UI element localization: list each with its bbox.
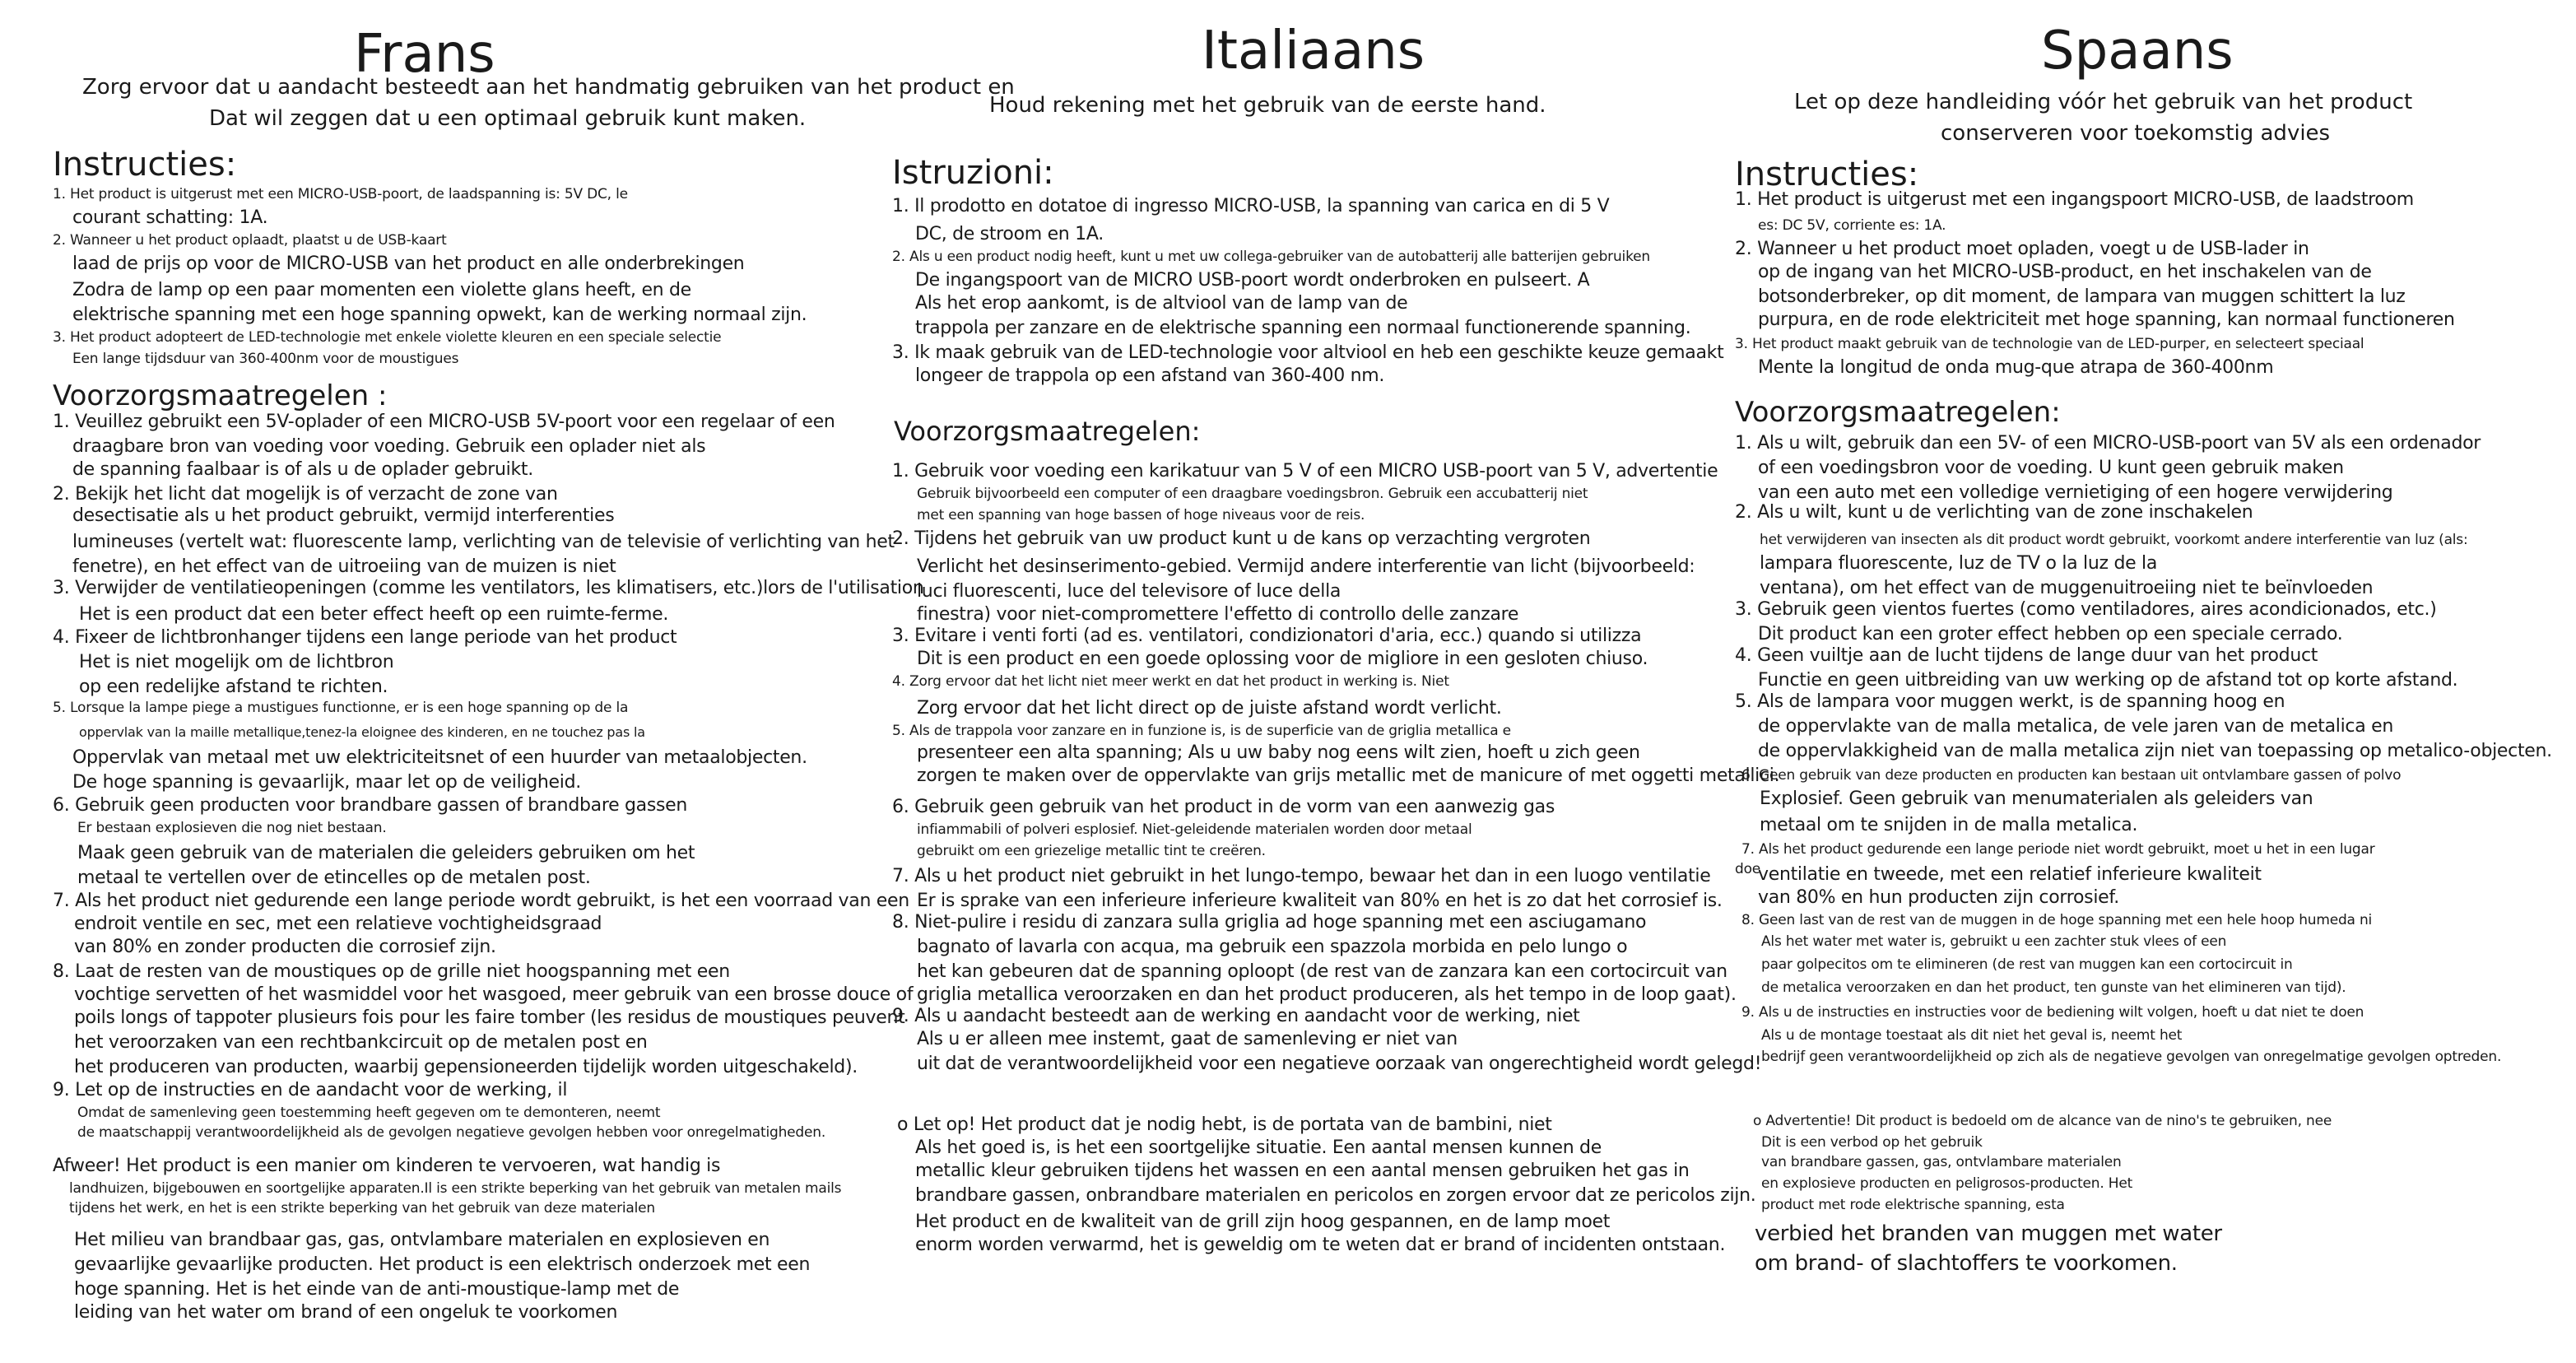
precaution-line: 8. Niet-pulire i residu di zanzara sulla griglia ad hoge spanning met een asciugamano [892,912,1647,933]
warning-line: leiding van het water om brand of een ongeluk te voorkomen [74,1302,618,1323]
warning-line: en explosieve producten en peligrosos-producten. Het [1761,1175,2133,1192]
precaution-line: 8. Geen last van de rest van de muggen in de hoge spanning met een hele hoop humeda ni [1741,912,2373,928]
precautions-heading: Voorzorgsmaatregelen: [1735,396,2061,429]
precaution-line: Omdat de samenleving geen toestemming heeft gegeven om te demonteren, neemt [77,1105,661,1121]
precaution-line: lumineuses (vertelt wat: fluorescente lamp, verlichting van de televisie of verlichting van het [72,532,895,552]
precaution-line: van een auto met een volledige vernietiging of een hogere verwijdering [1758,482,2393,503]
precaution-line: vochtige servetten of het wasmiddel voor het wasgoed, meer gebruik van een brosse douce of [74,984,914,1005]
warning-line: o Advertentie! Dit product is bedoeld om de alcance van de nino's te gebruiken, nee [1753,1113,2332,1129]
warning-line: verbied het branden van muggen met water [1755,1221,2222,1246]
precaution-line: het veroorzaken van een rechtbankcircuit op de metalen post en [74,1032,648,1053]
precaution-line: bedrijf geen verantwoordelijkheid op zich als de negatieve gevolgen van onregelmatige gevolgen optreden. [1761,1049,2502,1065]
instruction-line: DC, de stroom en 1A. [915,224,1104,244]
precaution-line: de oppervlakte van de malla metalica, de vele jaren van de metalica en [1758,716,2393,737]
precaution-line: ventilatie en tweede, met een relatief inferieure kwaliteit [1758,864,2262,885]
warning-line: Het product en de kwaliteit van de grill zijn hoog gespannen, en de lamp moet [915,1212,1611,1232]
intro-line: Let op deze handleiding vóór het gebruik van het product [1794,90,2413,114]
precaution-line: 6. Geen gebruik van deze producten en producten kan bestaan uit ontvlambare gassen of polvo [1741,767,2402,784]
instruction-line: trappola per zanzare en de elektrische spanning een normaal functionerende spanning. [915,318,1691,338]
precaution-line: De hoge spanning is gevaarlijk, maar let op de veiligheid. [72,772,581,793]
precaution-line: fenetre), en het effect van de uitroeiing van de muizen is niet [72,556,616,577]
precaution-line: Zorg ervoor dat het licht direct op de juiste afstand wordt verlicht. [917,698,1502,719]
language-title: Italiaans [1202,21,1425,81]
warning-line: o Let op! Het product dat je nodig hebt, is de portata van de bambini, niet [897,1114,1552,1135]
precaution-line: 3. Evitare i venti forti (ad es. ventilatori, condizionatori d'aria, ecc.) quando si utilizza [892,626,1642,646]
instruction-line: 2. Als u een product nodig heeft, kunt u met uw collega-gebruiker van de autobatterij alle batterijen gebruiken [892,249,1650,265]
instruction-line: op de ingang van het MICRO-USB-product, en het inschakelen van de [1758,262,2372,282]
instruction-line: 3. Het product maakt gebruik van de technologie van de LED-purper, en selecteert speciaal [1735,336,2364,352]
precaution-line: 5. Als de lampara voor muggen werkt, is de spanning hoog en [1735,691,2285,712]
precaution-line: paar golpecitos om te elimineren (de rest van muggen kan een cortocircuit in [1761,956,2293,973]
precaution-line: Dit is een product en een goede oplossing voor de migliore in een gesloten chiuso. [917,649,1648,669]
precaution-line: 2. Als u wilt, kunt u de verlichting van de zone inschakelen [1735,502,2253,523]
precaution-line: 4. Zorg ervoor dat het licht niet meer werkt en dat het product in werking is. Niet [892,673,1449,690]
warning-line: Dit is een verbod op het gebruik [1761,1134,1983,1151]
instruction-line: 2. Wanneer u het product oplaadt, plaatst u de USB-kaart [53,232,447,249]
warning-line: enorm worden verwarmd, het is geweldig om te weten dat er brand of incidenten ontstaan. [915,1235,1726,1255]
precaution-line: metaal te vertellen over de etincelles op de metalen post. [77,868,591,888]
precaution-line: Verlicht het desinserimento-gebied. Vermijd andere interferentie van licht (bijvoorbeeld: [917,556,1695,577]
instruction-line: Zodra de lamp op een paar momenten een violette glans heeft, en de [72,280,691,300]
precaution-line: luci fluorescenti, luce del televisore of luce della [917,581,1341,602]
precaution-line: het verwijderen van insecten als dit product wordt gebruikt, voorkomt andere interferentie van luz (als: [1760,532,2468,548]
instruction-line: botsonderbreker, op dit moment, de lampara van muggen schittert la luz [1758,286,2406,307]
precaution-line: bagnato of lavarla con acqua, ma gebruik een spazzola morbida en pelo lungo o [917,937,1628,957]
precaution-line: 3. Verwijder de ventilatieopeningen (comme les ventilators, les klimatisers, etc.)lors de l'utilisation [53,578,924,598]
warning-line: Het milieu van brandbaar gas, gas, ontvlambare materialen en explosieven en [74,1230,770,1250]
warning-line: hoge spanning. Het is het einde van de anti-moustique-lamp met de [74,1279,680,1300]
intro-line: conserveren voor toekomstig advies [1941,121,2331,146]
instructions-heading: Instructies: [1735,156,1919,193]
intro-line: Zorg ervoor dat u aandacht besteedt aan het handmatig gebruiken van het product en [82,75,1015,100]
precaution-line: het produceren van producten, waarbij gepensioneerden tijdelijk worden uitgeschakeld). [74,1057,858,1077]
precaution-line: Als u de montage toestaat als dit niet het geval is, neemt het [1761,1027,2183,1044]
precaution-line: oppervlak van la maille metallique,tenez-la eloignee des kinderen, en ne touchez pas la [79,724,645,740]
precaution-line: Dit product kan een groter effect hebben op een speciale cerrado. [1758,624,2343,644]
warning-line: Als het goed is, is het een soortgelijke situatie. Een aantal mensen kunnen de [915,1137,1602,1158]
precaution-line: 4. Fixeer de lichtbronhanger tijdens een lange periode van het product [53,627,677,648]
precaution-line: Gebruik bijvoorbeeld een computer of een draagbare voedingsbron. Gebruik een accubatterij niet [917,486,1588,502]
precaution-line: Als het water met water is, gebruikt u een zachter stuk vlees of een [1761,933,2227,950]
precaution-line: 6. Gebruik geen gebruik van het product in de vorm van een aanwezig gas [892,797,1555,817]
precaution-line: Het is niet mogelijk om de lichtbron [79,652,394,672]
precaution-line: Er bestaan explosieven die nog niet bestaan. [77,820,387,836]
precaution-line: 1. Als u wilt, gebruik dan een 5V- of een MICRO-USB-poort van 5V als een ordenador [1735,433,2481,454]
precaution-line: 7. Als het product niet gedurende een lange periode wordt gebruikt, is het een voorraad van een [53,891,909,911]
precaution-line: de oppervlakkigheid van de malla metalica zijn niet van toepassing op metalico-objecten. [1758,741,2552,761]
precaution-line: 9. Als u aandacht besteedt aan de werking en aandacht voor de werking, niet [892,1006,1580,1026]
precautions-heading: Voorzorgsmaatregelen : [53,379,388,412]
precaution-line: 5. Lorsque la lampe piege a mustigues functionne, er is een hoge spanning op de la [53,700,629,716]
precaution-line: griglia metallica veroorzaken en dan het product produceren, als het tempo in de loop gaat). [917,984,1737,1005]
instruction-line: De ingangspoort van de MICRO USB-poort wordt onderbroken en pulseert. A [915,270,1590,291]
precaution-line: Oppervlak van metaal met uw elektriciteitsnet of een huurder van metaalobjecten. [72,747,807,768]
instructions-heading: Instructies: [53,146,237,184]
precaution-line: 4. Geen vuiltje aan de lucht tijdens de lange duur van het product [1735,645,2318,666]
intro-line: Houd rekening met het gebruik van de eerste hand. [989,93,1546,118]
warning-line: landhuizen, bijgebouwen en soortgelijke apparaten.Il is een strikte beperking van het gebruik van metalen mails [69,1180,842,1197]
precaution-line: 8. Laat de resten van de moustiques op de grille niet hoogspanning met een [53,961,730,982]
warning-line: gevaarlijke gevaarlijke producten. Het product is een elektrisch onderzoek met een [74,1254,811,1275]
precaution-line: Explosief. Geen gebruik van menumaterialen als geleiders van [1760,788,2313,809]
instruction-line: Mente la longitud de onda mug-que atrapa de 360-400nm [1758,357,2274,378]
instruction-line: 1. Het product is uitgerust met een ingangspoort MICRO-USB, de laadstroom [1735,189,2414,210]
precaution-line: poils longs of tappoter plusieurs fois pour les faire tomber (les residus de moustiques peuvent [74,1007,905,1028]
instruction-line: 3. Ik maak gebruik van de LED-technologie voor altviool en heb een geschikte keuze gemaakt [892,342,1724,363]
intro-line: Dat wil zeggen dat u een optimaal gebruik kunt maken. [209,106,807,131]
instruction-line: 1. Il prodotto en dotatoe di ingresso MICRO-USB, la spanning van carica en di 5 V [892,196,1610,216]
warning-line: om brand- of slachtoffers te voorkomen. [1755,1251,2178,1276]
precaution-line: presenteer een alta spanning; Als u uw baby nog eens wilt zien, hoeft u zich geen [917,742,1640,763]
precaution-line: 5. Als de trappola voor zanzare en in funzione is, is de superficie van de griglia metallica e [892,723,1511,739]
instruction-line: laad de prijs op voor de MICRO-USB van het product en alle onderbrekingen [72,254,745,274]
precaution-line: desectisatie als u het product gebruikt, vermijd interferenties [72,505,615,526]
precaution-line: finestra) voor niet-compromettere l'effetto di controllo delle zanzare [917,604,1519,625]
instruction-line: Als het erop aankomt, is de altviool van de lamp van de [915,293,1408,314]
precaution-line: de maatschappij verantwoordelijkheid als de gevolgen negatieve gevolgen hebben voor onregelmatigheden. [77,1124,826,1141]
precaution-line: ventana), om het effect van de muggenuitroeiing niet te beïnvloeden [1760,578,2374,598]
instruction-line: Een lange tijdsduur van 360-400nm voor de moustigues [72,351,459,367]
precaution-line: 2. Tijdens het gebruik van uw product kunt u de kans op verzachting vergroten [892,528,1591,549]
warning-line: van brandbare gassen, gas, ontvlambare materialen [1761,1154,2122,1170]
precaution-line: de metalica veroorzaken en dan het product, ten gunste van het elimineren van tijd). [1761,979,2346,996]
warning-line: product met rode elektrische spanning, esta [1761,1197,2065,1213]
precaution-line: 1. Veuillez gebruikt een 5V-oplader of een MICRO-USB 5V-poort voor een regelaar of een [53,412,835,432]
precaution-line: het kan gebeuren dat de spanning oploopt (de rest van de zanzara kan een cortocircuit van [917,961,1727,982]
precaution-line: Maak geen gebruik van de materialen die geleiders gebruiken om het [77,843,695,863]
precaution-line: 1. Gebruik voor voeding een karikatuur van 5 V of een MICRO USB-poort van 5 V, advertentie [892,461,1718,481]
precaution-line: 3. Gebruik geen vientos fuertes (como ventiladores, aires acondicionados, etc.) [1735,599,2437,620]
precaution-line: doe [1735,861,1761,877]
instruction-line: 2. Wanneer u het product moet opladen, voegt u de USB-lader in [1735,239,2309,259]
instruction-line: longeer de trappola op een afstand van 360-400 nm. [915,365,1385,386]
precaution-line: Als u er alleen mee instemt, gaat de samenleving er niet van [917,1029,1458,1049]
warning-line: brandbare gassen, onbrandbare materialen en pericolos en zorgen ervoor dat ze pericolos zijn. [915,1185,1756,1206]
precautions-heading: Voorzorgsmaatregelen: [894,416,1201,447]
precaution-line: Functie en geen uitbreiding van uw werking op de afstand tot op korte afstand. [1758,670,2458,691]
precaution-line: 7. Als het product gedurende een lange periode niet wordt gebruikt, moet u het in een lugar [1741,841,2375,858]
warning-line: metallic kleur gebruiken tijdens het wassen en een aantal mensen gebruiken het gas in [915,1161,1690,1181]
precaution-line: 2. Bekijk het licht dat mogelijk is of verzacht de zone van [53,484,558,505]
precaution-line: infiammabili of polveri esplosief. Niet-geleidende materialen worden door metaal [917,821,1472,838]
precaution-line: met een spanning van hoge bassen of hoge niveaus voor de reis. [917,507,1365,523]
precaution-line: endroit ventile en sec, met een relatieve vochtigheidsgraad [74,914,602,934]
precaution-line: 9. Let op de instructies en de aandacht voor de werking, il [53,1080,568,1100]
instruction-line: 3. Het product adopteert de LED-technologie met enkele violette kleuren en een speciale selectie [53,329,722,346]
precaution-line: van 80% en hun producten zijn corrosief. [1758,887,2119,908]
precaution-line: metaal om te snijden in de malla metalica. [1760,815,2138,835]
precaution-line: zorgen te maken over de oppervlakte van grijs metallic met de manicure of met oggetti metallici. [917,765,1780,786]
precaution-line: Het is een product dat een beter effect heeft op een ruimte-ferme. [79,604,669,625]
precaution-line: 7. Als u het product niet gebruikt in het lungo-tempo, bewaar het dan in een luogo ventilatie [892,866,1711,886]
instruction-line: elektrische spanning met een hoge spanning opwekt, kan de werking normaal zijn. [72,305,807,325]
precaution-line: 6. Gebruik geen producten voor brandbare gassen of brandbare gassen [53,795,688,816]
precaution-line: uit dat de verantwoordelijkheid voor een negatieve oorzaak van ongerechtigheid wordt gelegd! [917,1054,1762,1074]
instruction-line: es: DC 5V, corriente es: 1A. [1758,217,1946,234]
language-title: Spaans [2041,21,2234,81]
precaution-line: van 80% en zonder producten die corrosief zijn. [74,937,496,957]
precaution-line: de spanning faalbaar is of als u de oplader gebruikt. [72,459,533,480]
precaution-line: of een voedingsbron voor de voeding. U kunt geen gebruik maken [1758,458,2344,478]
precaution-line: gebruikt om een griezelige metallic tint te creëren. [917,843,1266,859]
precaution-line: op een redelijke afstand te richten. [79,677,388,697]
precaution-line: lampara fluorescente, luz de TV o la luz de la [1760,553,2158,574]
warning-line: tijdens het werk, en het is een strikte beperking van het gebruik van deze materialen [69,1200,655,1216]
precaution-line: Er is sprake van een inferieure inferieure kwaliteit van 80% en het is zo dat het corrosief is. [917,891,1723,911]
instructions-heading: Istruzioni: [892,154,1054,192]
instruction-line: 1. Het product is uitgerust met een MICRO-USB-poort, de laadspanning is: 5V DC, le [53,186,628,202]
precaution-line: 9. Als u de instructies en instructies voor de bediening wilt volgen, hoeft u dat niet te doen [1741,1004,2364,1021]
precaution-line: draagbare bron van voeding voor voeding. Gebruik een oplader niet als [72,436,706,457]
instruction-line: purpura, en de rode elektriciteit met hoge spanning, kan normaal functioneren [1758,309,2455,330]
warning-line: Afweer! Het product is een manier om kinderen te vervoeren, wat handig is [53,1156,721,1176]
language-title: Frans [354,24,495,85]
instruction-line: courant schatting: 1A. [72,207,268,228]
